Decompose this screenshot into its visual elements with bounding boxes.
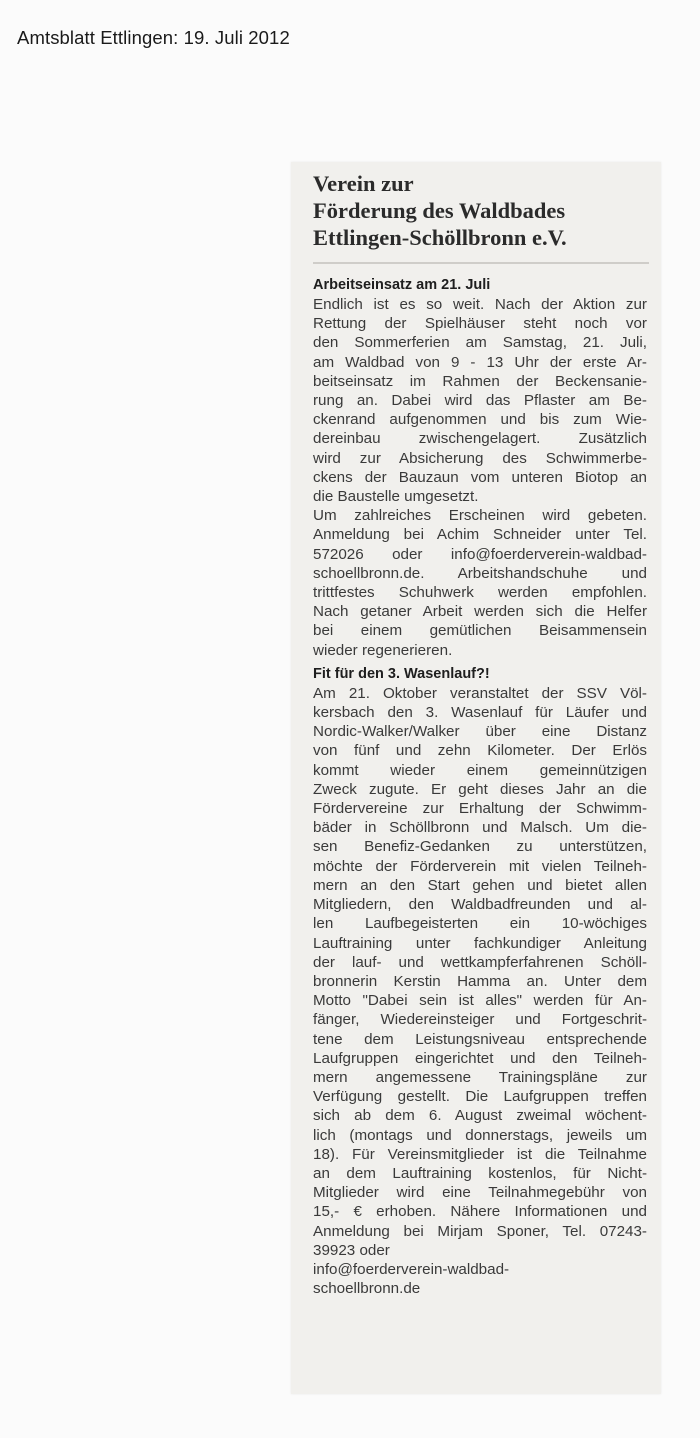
body-text-line: ckens der Bauzaun vom unteren Biotop an <box>313 468 647 486</box>
title-divider <box>313 262 649 264</box>
body-text-line: len Laufbegeisterten ein 10-wöchiges <box>313 915 647 933</box>
body-text-line: Lauftraining unter fachkundiger Anleitung <box>313 934 647 952</box>
body-text-line: bei einem gemütlichen Beisammensein <box>313 622 647 640</box>
section-heading: Fit für den 3. Wasenlauf?! <box>313 665 490 682</box>
body-text-line: die Baustelle umgesetzt. <box>313 488 479 506</box>
body-text-line: info@foerderverein-waldbad- <box>313 1260 510 1278</box>
body-text-line: kommt wieder einem gemeinnützigen <box>313 761 647 779</box>
body-text-line: Zweck zugute. Er geht dieses Jahr an die <box>313 780 647 798</box>
body-text-line: bäder in Schöllbronn und Malsch. Um die- <box>313 819 647 837</box>
body-text-line: mern angemessene Trainingspläne zur <box>313 1068 647 1086</box>
body-text-line: mern an den Start gehen und bietet allen <box>313 876 647 894</box>
body-text-line: rung an. Dabei wird das Pflaster am Be- <box>313 392 647 410</box>
body-text-line: Anmeldung bei Mirjam Sponer, Tel. 07243- <box>313 1222 647 1240</box>
body-text-line: trittfestes Schuhwerk werden empfohlen. <box>313 584 647 602</box>
body-text-line: schoellbronn.de <box>313 1280 421 1298</box>
body-text-line: sich ab dem 6. August zweimal wöchent- <box>313 1107 647 1125</box>
body-text-line: am Waldbad von 9 - 13 Uhr der erste Ar- <box>313 353 647 371</box>
body-text-line: sen Benefiz-Gedanken zu unterstützen, <box>313 838 647 856</box>
body-text-line: Anmeldung bei Achim Schneider unter Tel. <box>313 526 647 544</box>
body-text-line: fänger, Wiedereinsteiger und Fortgeschrit- <box>313 1011 647 1029</box>
body-text-line: Nordic-Walker/Walker über eine Distanz <box>313 723 647 741</box>
article-title-line: Förderung des Waldbades <box>313 198 566 223</box>
body-text-line: Rettung der Spielhäuser steht noch vor <box>313 315 647 333</box>
body-text-line: Am 21. Oktober veranstaltet der SSV Völ- <box>313 684 647 702</box>
body-text-line: wird zur Absicherung des Schwimmerbe- <box>313 449 647 467</box>
body-text-line: wieder regenerieren. <box>313 641 453 659</box>
article <box>313 170 647 1298</box>
body-text-line: Um zahlreiches Erscheinen wird gebeten. <box>313 507 647 525</box>
section-body <box>313 295 647 660</box>
article-title <box>313 170 647 251</box>
body-text-line: an dem Lauftraining kostenlos, für Nicht- <box>313 1164 647 1182</box>
body-text-line: Mitgliedern, den Waldbadfreunden und al- <box>313 896 647 914</box>
body-text-line: Mitglieder wird eine Teilnahmegebühr von <box>313 1184 647 1202</box>
body-text-line: Laufgruppen eingerichtet und den Teilneh- <box>313 1049 647 1067</box>
article-sections <box>313 276 647 1298</box>
body-text-line: der lauf- und wettkampferfahrenen Schöll- <box>313 953 647 971</box>
body-text-line: beitseinsatz im Rahmen der Beckensanie- <box>313 372 647 390</box>
newspaper-clipping <box>291 162 661 1394</box>
body-text-line: von fünf und zehn Kilometer. Der Erlös <box>313 742 647 760</box>
page-header: Amtsblatt Ettlingen: 19. Juli 2012 <box>17 27 290 48</box>
body-text-line: 572026 oder info@foerderverein-waldbad- <box>313 545 647 563</box>
body-text-line: Fördervereine zur Erhaltung der Schwimm- <box>313 800 647 818</box>
body-text-line: dereinbau zwischengelagert. Zusätzlich <box>313 430 647 448</box>
section-body <box>313 684 647 1299</box>
article-section <box>313 276 647 660</box>
section-heading: Arbeitseinsatz am 21. Juli <box>313 277 491 293</box>
article-title-line: Ettlingen-Schöllbronn e.V. <box>313 225 567 250</box>
body-text-line: möchte der Förderverein mit vielen Teilneh- <box>313 857 647 875</box>
body-text-line: bronnerin Kerstin Hamma an. Unter dem <box>313 972 647 990</box>
body-text-line: 39923 oder <box>313 1241 390 1259</box>
body-text-line: lich (montags und donnerstags, jeweils um <box>313 1126 647 1144</box>
body-text-line: Nach getaner Arbeit werden sich die Helfer <box>313 603 647 621</box>
body-text-line: ckenrand aufgenommen und bis zum Wie- <box>313 411 647 429</box>
body-text-line: 18). Für Vereinsmitglieder ist die Teilnahme <box>313 1145 647 1163</box>
body-text-line: Endlich ist es so weit. Nach der Aktion zur <box>313 296 647 313</box>
body-text-line: tene dem Leistungsniveau entsprechende <box>313 1030 647 1048</box>
body-text-line: 15,- € erhoben. Nähere Informationen und <box>313 1203 647 1221</box>
body-text-line: den Sommerferien am Samstag, 21. Juli, <box>313 334 647 352</box>
body-text-line: schoellbronn.de. Arbeitshandschuhe und <box>313 564 647 582</box>
body-text-line: Verfügung gestellt. Die Laufgruppen treffen <box>313 1088 647 1106</box>
body-text-line: Motto "Dabei sein ist alles" werden für An- <box>313 992 647 1010</box>
article-section <box>313 665 647 1299</box>
body-text-line: kersbach den 3. Wasenlauf für Läufer und <box>313 704 647 722</box>
article-title-line: Verein zur <box>313 171 414 196</box>
